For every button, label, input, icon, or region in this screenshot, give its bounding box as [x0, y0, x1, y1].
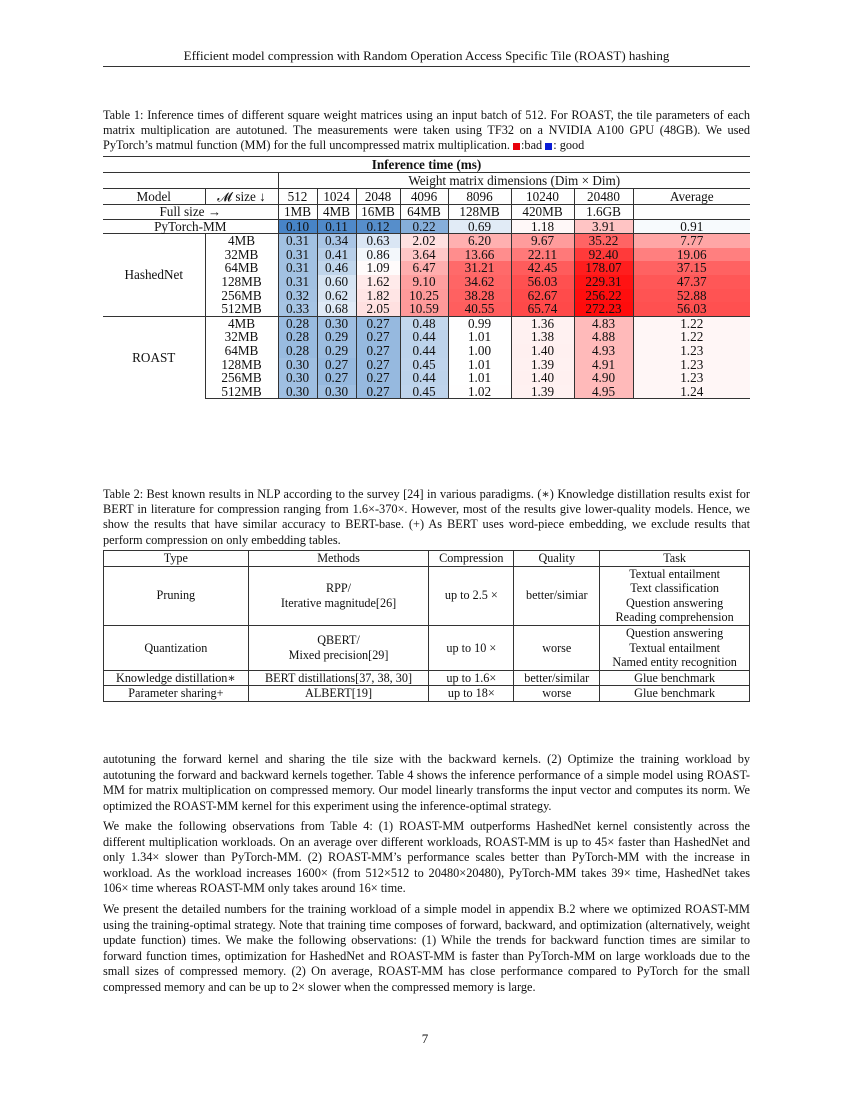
memory-size: 128MB: [205, 358, 278, 372]
time-cell: 256.22: [574, 289, 633, 303]
time-cell: 0.28: [278, 344, 317, 358]
methods-cell: [248, 686, 429, 702]
time-cell: 1.02: [448, 385, 511, 399]
table2-header-cell: Task: [600, 551, 750, 567]
fullsize-cell: 1MB: [278, 205, 317, 220]
time-cell: 0.60: [317, 275, 356, 289]
memory-size: 512MB: [205, 385, 278, 399]
average-cell: 37.15: [633, 261, 750, 275]
time-cell: 0.45: [400, 385, 448, 399]
table-row: [103, 234, 750, 248]
time-cell: 0.27: [356, 371, 400, 385]
task-cell: [600, 670, 750, 686]
col-dim: 10240: [511, 189, 574, 205]
quality-cell: worse: [514, 625, 600, 670]
memory-size: 64MB: [205, 344, 278, 358]
compression-cell: up to 18×: [429, 686, 514, 702]
table-row: [104, 625, 750, 670]
average-cell: 1.22: [633, 316, 750, 330]
time-cell: 4.88: [574, 330, 633, 344]
col-msize: 𝓜 size ↓: [205, 189, 278, 205]
time-cell: 1.38: [511, 330, 574, 344]
time-cell: 0.10: [278, 219, 317, 234]
fullsize-cell: 4MB: [317, 205, 356, 220]
model-name: ROAST: [103, 316, 205, 399]
average-cell: 52.88: [633, 289, 750, 303]
time-cell: 56.03: [511, 275, 574, 289]
memory-size: 4MB: [205, 316, 278, 330]
time-cell: 229.31: [574, 275, 633, 289]
col-dim: 4096: [400, 189, 448, 205]
time-cell: 0.62: [317, 289, 356, 303]
methods-cell: [248, 625, 429, 670]
average-cell: 56.03: [633, 302, 750, 316]
time-cell: 0.63: [356, 234, 400, 248]
method-line: RPP/: [326, 581, 352, 596]
time-cell: 1.40: [511, 371, 574, 385]
time-cell: 2.02: [400, 234, 448, 248]
quality-cell: better/simiar: [514, 566, 600, 625]
task-line: Named entity recognition: [612, 655, 737, 670]
table1-title-row: [103, 157, 750, 173]
methods-cell: [248, 566, 429, 625]
col-dim: 512: [278, 189, 317, 205]
time-cell: 22.11: [511, 248, 574, 262]
col-model: Model: [103, 189, 205, 205]
col-average: Average: [633, 189, 750, 205]
table1-caption: [103, 108, 750, 154]
time-cell: 6.20: [448, 234, 511, 248]
legend-good: : good: [553, 138, 585, 153]
time-cell: 1.18: [511, 219, 574, 234]
time-cell: 178.07: [574, 261, 633, 275]
average-cell: 0.91: [633, 219, 750, 234]
compression-cell: up to 10 ×: [429, 625, 514, 670]
time-cell: 1.62: [356, 275, 400, 289]
time-cell: 0.41: [317, 248, 356, 262]
time-cell: 0.31: [278, 248, 317, 262]
memory-size: 512MB: [205, 302, 278, 316]
time-cell: 0.34: [317, 234, 356, 248]
time-cell: 0.45: [400, 358, 448, 372]
table1-dims-header-row: [103, 173, 750, 189]
fullsize-cell: 128MB: [448, 205, 511, 220]
bad-color-swatch-icon: [513, 143, 520, 150]
time-cell: 62.67: [511, 289, 574, 303]
method-line: Mixed precision[29]: [288, 647, 389, 662]
memory-size: 64MB: [205, 261, 278, 275]
time-cell: 1.82: [356, 289, 400, 303]
time-cell: 0.69: [448, 219, 511, 234]
col-dim: 8096: [448, 189, 511, 205]
fullsize-cell: 420MB: [511, 205, 574, 220]
time-cell: 38.28: [448, 289, 511, 303]
time-cell: 10.59: [400, 302, 448, 316]
time-cell: 0.31: [278, 261, 317, 275]
method-line: QBERT/: [317, 633, 360, 648]
time-cell: 0.30: [317, 316, 356, 330]
time-cell: 65.74: [511, 302, 574, 316]
time-cell: 13.66: [448, 248, 511, 262]
fullsize-cell: [633, 205, 750, 220]
table1-column-header-row: [103, 189, 750, 205]
inference-time-table: [103, 156, 750, 399]
time-cell: 0.30: [278, 385, 317, 399]
time-cell: 1.01: [448, 358, 511, 372]
time-cell: 4.95: [574, 385, 633, 399]
task-cell: [600, 625, 750, 670]
time-cell: 0.44: [400, 344, 448, 358]
time-cell: 1.36: [511, 316, 574, 330]
time-cell: 0.33: [278, 302, 317, 316]
time-cell: 42.45: [511, 261, 574, 275]
time-cell: 1.09: [356, 261, 400, 275]
time-cell: 0.28: [278, 330, 317, 344]
task-line: Textual entailment: [629, 566, 721, 581]
method-line: BERT distillations[37, 38, 30]: [265, 670, 413, 685]
time-cell: 2.05: [356, 302, 400, 316]
method-line: ALBERT[19]: [305, 686, 373, 701]
time-cell: 35.22: [574, 234, 633, 248]
time-cell: 0.12: [356, 219, 400, 234]
page-number: 7: [421, 1031, 429, 1046]
table1-title: Inference time (ms): [103, 157, 750, 173]
time-cell: 0.27: [317, 358, 356, 372]
pytorch-mm-row: [103, 219, 750, 234]
col-dim: 20480: [574, 189, 633, 205]
task-cell: [600, 686, 750, 702]
legend-bad: :bad: [521, 138, 543, 153]
table-row: [103, 316, 750, 330]
task-line: Textual entailment: [629, 640, 721, 655]
time-cell: 0.99: [448, 316, 511, 330]
table-row: [104, 566, 750, 625]
time-cell: 1.39: [511, 358, 574, 372]
time-cell: 0.30: [278, 358, 317, 372]
time-cell: 0.22: [400, 219, 448, 234]
type-cell: Parameter sharing+: [104, 686, 249, 702]
compression-cell: up to 1.6×: [429, 670, 514, 686]
time-cell: 0.27: [356, 330, 400, 344]
time-cell: 0.27: [356, 344, 400, 358]
time-cell: 1.00: [448, 344, 511, 358]
average-cell: 1.22: [633, 330, 750, 344]
time-cell: 0.30: [317, 385, 356, 399]
task-line: Reading comprehension: [615, 610, 734, 625]
time-cell: 1.39: [511, 385, 574, 399]
time-cell: 10.25: [400, 289, 448, 303]
paragraph-1: autotuning the forward kernel and sharing the tile size with the backward kernels. (2) Optimize the training workload by autotuning the forward and backward kernels together. Table 4 shows the inference performance of a simple model using ROAST-MM for matrix multiplication on compressed memory. Our model linearly transforms the input vector and computes its norm. We optimized the ROAST-MM kernel for this experiment using the inference-optimal strategy.: [103, 752, 750, 813]
time-cell: 6.47: [400, 261, 448, 275]
time-cell: 0.46: [317, 261, 356, 275]
time-cell: 3.64: [400, 248, 448, 262]
type-cell: Quantization: [104, 625, 249, 670]
task-cell: [600, 566, 750, 625]
time-cell: 0.86: [356, 248, 400, 262]
average-cell: 1.24: [633, 385, 750, 399]
type-cell: Knowledge distillation∗: [104, 670, 249, 686]
nlp-compression-table: [103, 550, 750, 702]
time-cell: 0.30: [278, 371, 317, 385]
time-cell: 0.31: [278, 234, 317, 248]
model-name: HashedNet: [103, 234, 205, 317]
time-cell: 9.10: [400, 275, 448, 289]
fullsize-cell: 1.6GB: [574, 205, 633, 220]
table1-caption-text: Table 1: Inference times of different square weight matrices using an input batch of 512. For ROAST, the tile parameters of each matrix multiplication are autotuned. The measurements were taken using TF32 on a NVIDIA A100 GPU (48GB). We used PyTorch’s matmul function (MM) for the full uncompressed matrix multiplication.: [103, 108, 750, 153]
table2-caption: Table 2: Best known results in NLP according to the survey [24] in various paradigms. (∗) Knowledge distillation results exist for BERT in literature for compression ranging from 1.6×-370×. However, most of the results give lower-quality models. Hence, we show the results that have similar accuracy to BERT-base. (+) As BERT uses word-piece embedding, we exclude results that perform compression on only embedding tables.: [103, 487, 750, 547]
table1-fullsize-row: [103, 205, 750, 220]
time-cell: 0.48: [400, 316, 448, 330]
average-cell: 1.23: [633, 371, 750, 385]
table-row: [104, 670, 750, 686]
time-cell: 1.01: [448, 371, 511, 385]
time-cell: 3.91: [574, 219, 633, 234]
running-header: Efficient model compression with Random Operation Access Specific Tile (ROAST) hashing: [103, 48, 750, 67]
average-cell: 7.77: [633, 234, 750, 248]
time-cell: 40.55: [448, 302, 511, 316]
quality-cell: better/similar: [514, 670, 600, 686]
fullsize-cell: 64MB: [400, 205, 448, 220]
average-cell: 1.23: [633, 358, 750, 372]
time-cell: 4.90: [574, 371, 633, 385]
memory-size: 4MB: [205, 234, 278, 248]
paragraph-2: We make the following observations from Table 4: (1) ROAST-MM outperforms HashedNet kernel consistently across the different multiplication workloads. On an average over different workloads, ROAST-MM is up to 45× faster than HashedNet and only 1.34× slower than PyTorch-MM. (2) ROAST-MM’s performance scales better than PyTorch-MM with the increase in workload. As the workload increases 1600× (from 512×512 to 20480×20480), PyTorch-MM takes 39× time, HashedNet takes 106× time whereas ROAST-MM only takes around 16× time.: [103, 819, 750, 896]
time-cell: 0.28: [278, 316, 317, 330]
table-row: [104, 686, 750, 702]
good-color-swatch-icon: [545, 143, 552, 150]
time-cell: 0.44: [400, 371, 448, 385]
paragraph-3: We present the detailed numbers for the training workload of a simple model in appendix B.2 where we optimized ROAST-MM using the training-optimal strategy. Note that training time composes of forward, backward, and optimization (alternatively, weight update function) times. We make the following observations: (1) While the trends for backward function times are similar to forward function times, optimization for HashedNet and ROAST-MM is faster than PyTorch-MM on large workloads due to the small sizes of compressed memory. (2) On average, ROAST-MM has close performance compared to PyTorch for the small compressed memory and can be up to 2× slower when the compressed memory is large.: [103, 902, 750, 994]
table2-header-cell: Type: [104, 551, 249, 567]
memory-size: 32MB: [205, 248, 278, 262]
task-line: Text classification: [630, 581, 720, 596]
time-cell: 0.27: [356, 385, 400, 399]
col-dim: 1024: [317, 189, 356, 205]
average-cell: 19.06: [633, 248, 750, 262]
time-cell: 1.01: [448, 330, 511, 344]
time-cell: 0.44: [400, 330, 448, 344]
quality-cell: worse: [514, 686, 600, 702]
methods-cell: [248, 670, 429, 686]
time-cell: 0.11: [317, 219, 356, 234]
fullsize-cell: 16MB: [356, 205, 400, 220]
time-cell: 92.40: [574, 248, 633, 262]
task-line: Glue benchmark: [634, 686, 716, 701]
task-line: Question answering: [626, 595, 724, 610]
table2-header-cell: Methods: [248, 551, 429, 567]
time-cell: 34.62: [448, 275, 511, 289]
model-name: PyTorch-MM: [103, 219, 278, 234]
task-line: Question answering: [626, 625, 724, 640]
time-cell: 0.27: [356, 358, 400, 372]
time-cell: 0.68: [317, 302, 356, 316]
time-cell: 0.32: [278, 289, 317, 303]
time-cell: 0.29: [317, 330, 356, 344]
compression-cell: up to 2.5 ×: [429, 566, 514, 625]
time-cell: 4.83: [574, 316, 633, 330]
memory-size: 32MB: [205, 330, 278, 344]
time-cell: 0.29: [317, 344, 356, 358]
fullsize-label: Full size →: [103, 205, 278, 220]
memory-size: 128MB: [205, 275, 278, 289]
time-cell: 4.91: [574, 358, 633, 372]
time-cell: 0.27: [356, 316, 400, 330]
time-cell: 9.67: [511, 234, 574, 248]
memory-size: 256MB: [205, 371, 278, 385]
time-cell: 4.93: [574, 344, 633, 358]
task-line: Glue benchmark: [634, 670, 716, 685]
table2-header-cell: Quality: [514, 551, 600, 567]
average-cell: 1.23: [633, 344, 750, 358]
time-cell: 0.27: [317, 371, 356, 385]
table2-header-cell: Compression: [429, 551, 514, 567]
type-cell: Pruning: [104, 566, 249, 625]
time-cell: 31.21: [448, 261, 511, 275]
dims-header: Weight matrix dimensions (Dim × Dim): [278, 173, 750, 189]
memory-size: 256MB: [205, 289, 278, 303]
method-line: Iterative magnitude[26]: [280, 595, 397, 610]
time-cell: 0.31: [278, 275, 317, 289]
table2-header-row: [104, 551, 750, 567]
time-cell: 272.23: [574, 302, 633, 316]
col-dim: 2048: [356, 189, 400, 205]
average-cell: 47.37: [633, 275, 750, 289]
time-cell: 1.40: [511, 344, 574, 358]
